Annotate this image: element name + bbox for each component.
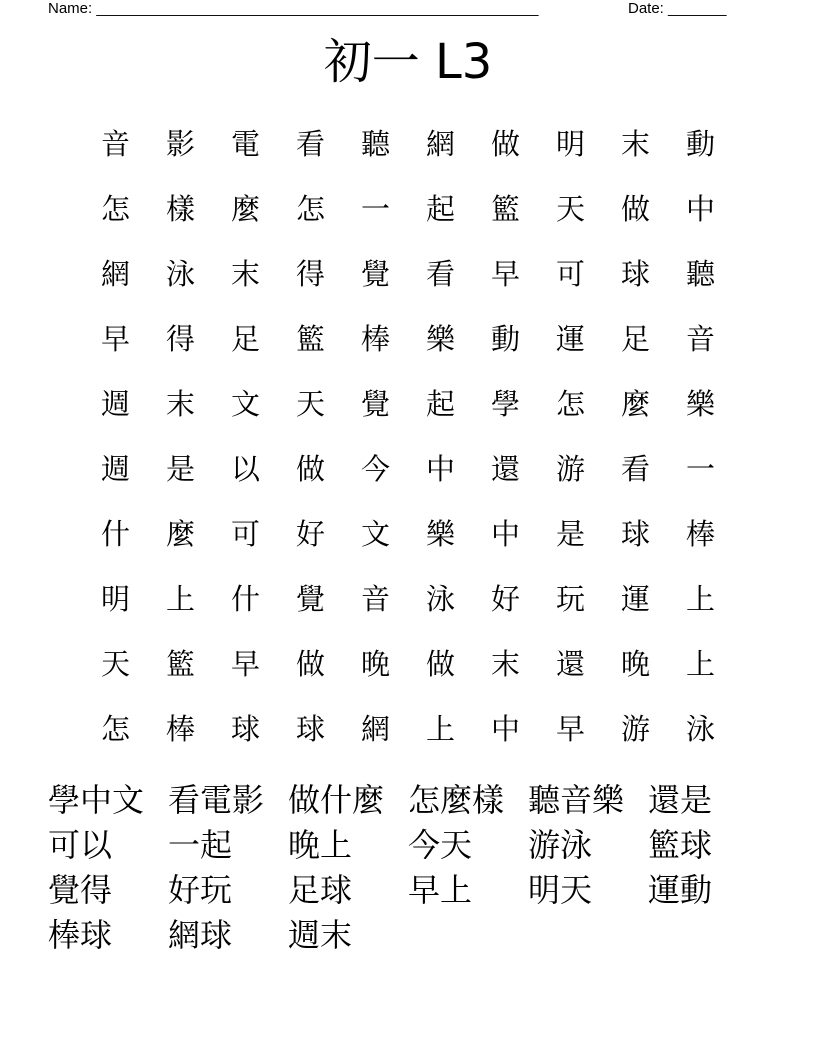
grid-cell: 週	[100, 452, 130, 486]
grid-cell: 籃	[295, 322, 325, 356]
grid-cell: 泳	[165, 257, 195, 291]
grid-cell: 怎	[100, 712, 130, 746]
grid-cell: 足	[230, 322, 260, 356]
grid-cell: 看	[620, 452, 650, 486]
word-bank-item: 晚上	[288, 826, 353, 864]
grid-cell: 明	[555, 127, 585, 161]
grid-cell: 末	[620, 127, 650, 161]
word-bank-item: 運動	[648, 871, 713, 909]
grid-cell: 一	[685, 452, 715, 486]
grid-cell: 得	[165, 322, 195, 356]
word-bank-item: 覺得	[48, 871, 113, 909]
grid-cell: 什	[100, 517, 130, 551]
grid-cell: 晚	[620, 647, 650, 681]
grid-cell: 麼	[165, 517, 195, 551]
grid-cell: 做	[295, 452, 325, 486]
grid-cell: 網	[100, 257, 130, 291]
grid-cell: 中	[490, 712, 520, 746]
word-bank-item: 足球	[288, 871, 353, 909]
grid-cell: 棒	[165, 712, 195, 746]
grid-cell: 中	[425, 452, 455, 486]
grid-cell: 晚	[360, 647, 390, 681]
grid-cell: 起	[425, 192, 455, 226]
grid-cell: 球	[230, 712, 260, 746]
grid-cell: 玩	[555, 582, 585, 616]
grid-cell: 泳	[685, 712, 715, 746]
grid-cell: 以	[230, 452, 260, 486]
grid-cell: 樂	[425, 517, 455, 551]
grid-cell: 覺	[360, 257, 390, 291]
grid-cell: 得	[295, 257, 325, 291]
grid-cell: 中	[685, 192, 715, 226]
grid-cell: 泳	[425, 582, 455, 616]
grid-cell: 文	[230, 387, 260, 421]
grid-cell: 運	[620, 582, 650, 616]
grid-cell: 天	[100, 647, 130, 681]
grid-cell: 末	[490, 647, 520, 681]
grid-cell: 電	[230, 127, 260, 161]
word-bank-item: 早上	[408, 871, 473, 909]
grid-cell: 樣	[165, 192, 195, 226]
grid-cell: 游	[620, 712, 650, 746]
grid-cell: 球	[620, 257, 650, 291]
grid-cell: 文	[360, 517, 390, 551]
grid-cell: 游	[555, 452, 585, 486]
grid-cell: 早	[490, 257, 520, 291]
grid-cell: 麼	[230, 192, 260, 226]
word-bank-item: 還是	[648, 781, 713, 819]
grid-cell: 籃	[490, 192, 520, 226]
grid-cell: 末	[165, 387, 195, 421]
grid-cell: 是	[555, 517, 585, 551]
grid-cell: 中	[490, 517, 520, 551]
grid-cell: 聽	[360, 127, 390, 161]
word-bank-item: 可以	[48, 826, 113, 864]
word-bank-item: 網球	[168, 916, 233, 954]
grid-cell: 覺	[295, 582, 325, 616]
grid-cell: 什	[230, 582, 260, 616]
grid-cell: 早	[555, 712, 585, 746]
grid-cell: 運	[555, 322, 585, 356]
grid-cell: 上	[685, 582, 715, 616]
grid-cell: 還	[555, 647, 585, 681]
grid-cell: 做	[425, 647, 455, 681]
grid-cell: 起	[425, 387, 455, 421]
word-bank-item: 做什麼	[288, 781, 385, 819]
grid-cell: 動	[490, 322, 520, 356]
grid-cell: 籃	[165, 647, 195, 681]
grid-cell: 音	[360, 582, 390, 616]
grid-cell: 好	[295, 517, 325, 551]
grid-cell: 明	[100, 582, 130, 616]
grid-cell: 音	[685, 322, 715, 356]
grid-cell: 可	[555, 257, 585, 291]
grid-cell: 上	[685, 647, 715, 681]
grid-cell: 足	[620, 322, 650, 356]
grid-cell: 覺	[360, 387, 390, 421]
grid-cell: 聽	[685, 257, 715, 291]
grid-cell: 做	[295, 647, 325, 681]
grid-cell: 週	[100, 387, 130, 421]
grid-cell: 球	[295, 712, 325, 746]
grid-cell: 天	[295, 387, 325, 421]
grid-cell: 麼	[620, 387, 650, 421]
grid-cell: 怎	[555, 387, 585, 421]
word-bank-item: 明天	[528, 871, 593, 909]
grid-cell: 上	[425, 712, 455, 746]
grid-cell: 一	[360, 192, 390, 226]
worksheet-title: 初一 L3	[323, 34, 493, 90]
grid-cell: 棒	[685, 517, 715, 551]
grid-cell: 做	[620, 192, 650, 226]
grid-cell: 動	[685, 127, 715, 161]
word-bank	[48, 778, 768, 958]
date-field-label: Date: _______	[628, 0, 727, 17]
grid-cell: 學	[490, 387, 520, 421]
word-bank-item: 看電影	[168, 781, 265, 819]
grid-cell: 球	[620, 517, 650, 551]
grid-cell: 末	[230, 257, 260, 291]
word-bank-item: 棒球	[48, 916, 113, 954]
word-bank-item: 籃球	[648, 826, 713, 864]
grid-cell: 影	[165, 127, 195, 161]
word-bank-item: 好玩	[168, 871, 233, 909]
grid-cell: 是	[165, 452, 195, 486]
word-bank-item: 學中文	[48, 781, 145, 819]
grid-cell: 看	[425, 257, 455, 291]
grid-cell: 樂	[425, 322, 455, 356]
grid-cell: 早	[100, 322, 130, 356]
word-bank-item: 週末	[288, 916, 353, 954]
grid-cell: 音	[100, 127, 130, 161]
grid-cell: 看	[295, 127, 325, 161]
grid-cell: 怎	[100, 192, 130, 226]
grid-cell: 今	[360, 452, 390, 486]
word-bank-item: 怎麼樣	[408, 781, 505, 819]
grid-cell: 天	[555, 192, 585, 226]
grid-cell: 上	[165, 582, 195, 616]
word-bank-item: 游泳	[528, 826, 593, 864]
grid-cell: 怎	[295, 192, 325, 226]
grid-cell: 棒	[360, 322, 390, 356]
grid-cell: 做	[490, 127, 520, 161]
grid-cell: 樂	[685, 387, 715, 421]
grid-cell: 可	[230, 517, 260, 551]
grid-cell: 好	[490, 582, 520, 616]
grid-cell: 網	[360, 712, 390, 746]
grid-cell: 還	[490, 452, 520, 486]
grid-cell: 早	[230, 647, 260, 681]
word-bank-item: 聽音樂	[528, 781, 625, 819]
grid-cell: 網	[425, 127, 455, 161]
word-bank-item: 一起	[168, 826, 233, 864]
word-bank-item: 今天	[408, 826, 473, 864]
name-field-label: Name: _____________________________________________________	[48, 0, 539, 17]
word-search-grid	[83, 112, 733, 762]
